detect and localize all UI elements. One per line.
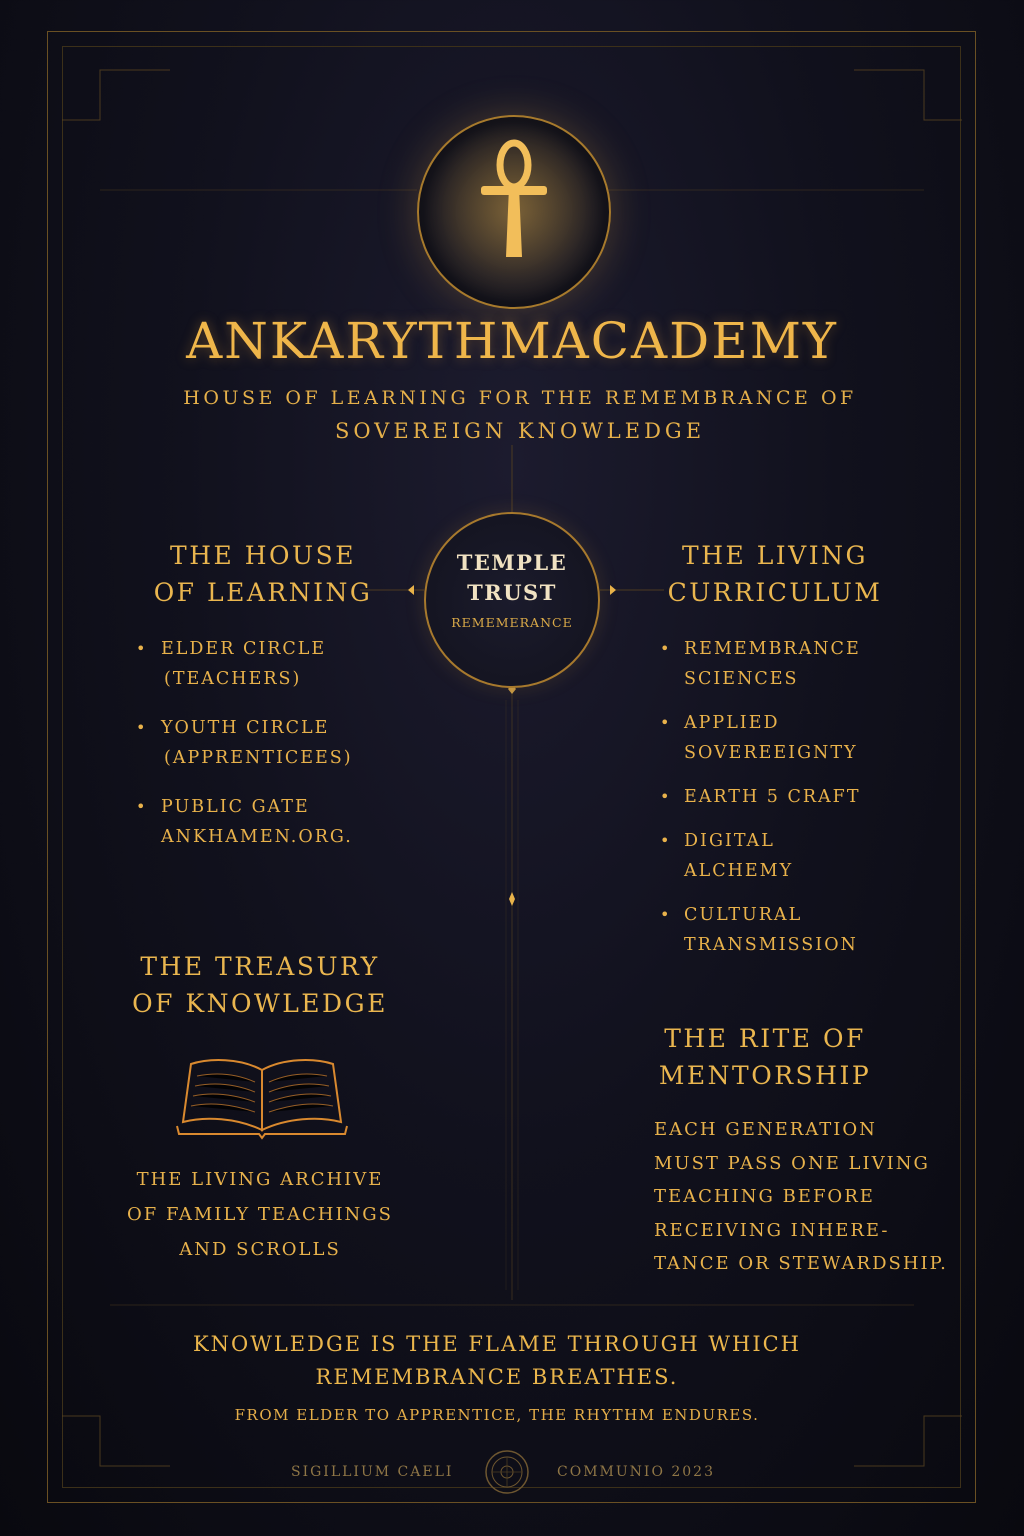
subtitle-line-1: HOUSE OF LEARNING FOR THE REMEMBRANCE OF — [183, 387, 857, 409]
list-item-line: SCIENCES — [684, 669, 799, 689]
hub-line-3: REMEMERANCE — [451, 615, 573, 630]
bullet-icon: • — [136, 718, 148, 737]
list-item-line: REMEMBRANCE — [684, 639, 861, 659]
list-item — [136, 713, 436, 773]
list-item — [660, 708, 960, 768]
text-line: RECEIVING INHERE- — [654, 1219, 890, 1241]
text-line: AND SCROLLS — [179, 1239, 341, 1260]
quote-line: KNOWLEDGE IS THE FLAME THROUGH WHICH — [192, 1332, 801, 1356]
heading-line: THE LIVING — [682, 541, 868, 570]
living-curriculum-heading — [640, 537, 910, 611]
closing-quote — [0, 1328, 994, 1394]
list-item-line: YOUTH CIRCLE — [161, 718, 330, 738]
list-item — [660, 634, 960, 694]
page-title: ANKARYTHMACADEMY — [186, 312, 838, 370]
list-item-line: CULTURAL — [684, 905, 803, 925]
list-item-line: EARTH 5 CRAFT — [684, 787, 861, 807]
list-item-line: APPLIED — [684, 713, 780, 733]
list-item-line: (APPRENTICEES) — [164, 748, 353, 768]
bullet-icon: • — [136, 797, 148, 816]
bullet-icon: • — [660, 713, 672, 732]
quote-line: REMEMBRANCE BREATHES. — [315, 1365, 679, 1389]
rite-of-mentorship-heading — [620, 1020, 910, 1094]
heading-line: OF KNOWLEDGE — [132, 989, 388, 1018]
footer-right-text: COMMUNIO 2023 — [557, 1464, 715, 1480]
temple-trust-hub — [424, 512, 600, 688]
ankh-icon — [419, 117, 609, 307]
rite-description — [654, 1113, 954, 1281]
public-gate-link[interactable]: ANKHAMEN.ORG. — [161, 827, 353, 847]
list-item-line: DIGITAL — [684, 831, 775, 851]
hub-line-2: TRUST — [467, 580, 557, 605]
text-line: EACH GENERATION — [654, 1119, 877, 1140]
heading-line: MENTORSHIP — [658, 1061, 872, 1090]
list-item-line: (TEACHERS) — [164, 669, 302, 689]
hub-line-1: TEMPLE — [456, 550, 568, 575]
heading-line: THE TREASURY — [140, 952, 380, 981]
closing-subquote: FROM ELDER TO APPRENTICE, THE RHYTHM ENDURES. — [234, 1406, 760, 1424]
list-item-line: ELDER CIRCLE — [161, 639, 327, 659]
house-of-learning-list — [136, 634, 436, 871]
text-line: MUST PASS ONE LIVING — [654, 1152, 930, 1174]
list-item — [660, 782, 960, 812]
list-item — [136, 792, 436, 852]
list-item-line: ALCHEMY — [684, 861, 794, 881]
open-book-icon — [175, 1052, 350, 1142]
text-line: THE LIVING ARCHIVE — [136, 1169, 384, 1190]
list-item-line: SOVEREEIGNTY — [684, 743, 858, 763]
ankh-medallion — [417, 115, 611, 309]
heading-line: OF LEARNING — [153, 578, 373, 607]
subtitle-line-2: SOVEREIGN KNOWLEDGE — [334, 419, 706, 443]
list-item-line: TRANSMISSION — [684, 935, 858, 955]
treasury-heading — [110, 948, 410, 1022]
text-line: TANCE OR STEWARDSHIP. — [654, 1253, 948, 1274]
heading-line: THE HOUSE — [170, 541, 356, 570]
list-item — [660, 900, 960, 960]
living-curriculum-list — [660, 634, 960, 974]
treasury-description — [110, 1162, 410, 1267]
heading-line: THE RITE OF — [664, 1024, 866, 1053]
text-line: OF FAMILY TEACHINGS — [126, 1204, 394, 1225]
bullet-icon: • — [660, 787, 672, 806]
house-of-learning-heading — [118, 537, 408, 611]
bullet-icon: • — [660, 831, 672, 850]
list-item — [136, 634, 436, 694]
text-line: TEACHING BEFORE — [654, 1186, 875, 1207]
bullet-icon: • — [660, 905, 672, 924]
bullet-icon: • — [660, 639, 672, 658]
seal-icon — [484, 1449, 530, 1495]
heading-line: CURRICULUM — [667, 578, 883, 607]
list-item — [660, 826, 960, 886]
bullet-icon: • — [136, 639, 148, 658]
list-item-line: PUBLIC GATE — [161, 797, 310, 817]
footer-left-text: SIGILLIUM CAELI — [291, 1464, 454, 1480]
